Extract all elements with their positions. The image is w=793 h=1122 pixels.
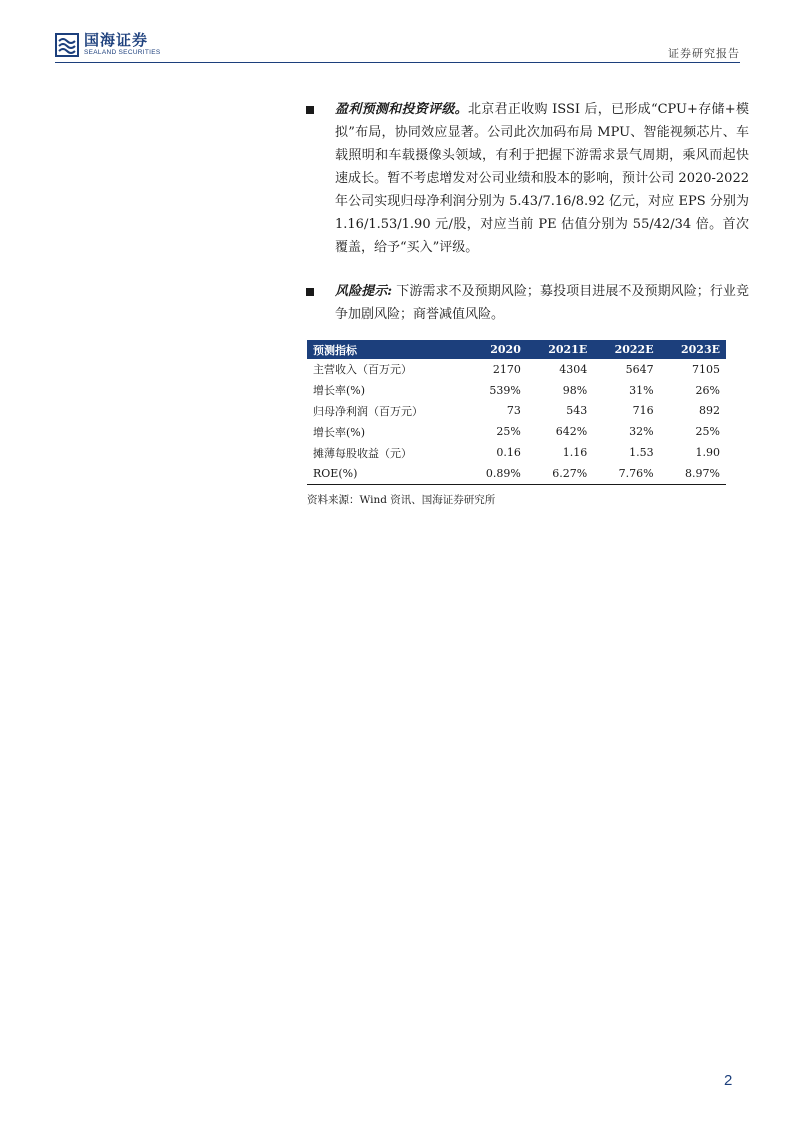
logo-english-name: SEALAND SECURITIES [84,49,161,57]
table-cell: 25% [695,425,720,439]
table-cell: 7105 [692,362,720,376]
table-source-note: 资料来源：Wind 资讯、国海证券研究所 [307,494,496,506]
summary-bullets [306,98,749,347]
page-header [55,33,740,63]
table-header-cell: 2022E [593,340,659,359]
table-cell: 2170 [492,362,521,376]
table-cell: 892 [699,404,720,418]
table-cell: 1.53 [629,446,654,460]
table-row [307,463,726,484]
table-cell: 0.89% [466,463,527,484]
table-cell: 增长率(%) [313,425,366,439]
bullet-risk-warning [306,280,749,326]
table-cell: 539% [489,383,521,397]
table-row [307,380,726,401]
table-header-row [307,340,726,359]
table-cell: 5647 [625,362,654,376]
bullet-square-icon [306,288,314,296]
table-cell: 0.16 [496,446,521,460]
table-cell: 4304 [559,362,588,376]
table-cell: 642% [555,425,588,439]
table-header-cell: 预测指标 [307,340,466,359]
table-row [307,442,726,463]
page-number: 2 [724,1072,733,1089]
table-cell: 归母净利润（百万元） [313,404,423,418]
bullet-lead: 风险提示: [335,284,393,299]
table-cell: ROE(%) [307,463,466,484]
table-cell: 摊薄每股收益（元） [313,446,412,460]
table-header-cell: 2020 [466,340,527,359]
report-type-label: 证券研究报告 [668,47,740,60]
table-row [307,401,726,422]
header-divider [55,62,740,63]
bullet-text: 北京君正收购 ISSI 后，已形成“CPU+存储+模拟”布局，协同效应显著。公司此次加码布局 MPU、智能视频芯片、车载照明和车载摄像头领域，有利于把握下游需求景气周期，乘风而起快速成长。暂不考虑增发对公司业绩和股本的影响，预计公司 2020-2022 年公司实现归母净利润分别为 5.43/7.16/8.92 亿元，对应 EPS 分别为 1.16/1.53/1.90 元/股，对应当前 PE 估值分别为 55/42/34 倍。首次覆盖，给予“买入”评级。 [335,102,749,255]
table-row [307,359,726,380]
forecast-table [307,340,726,485]
bullet-forecast-rating [306,98,749,259]
bullet-lead: 盈利预测和投资评级。 [335,102,468,117]
table-cell: 73 [506,404,521,418]
table-header-cell: 2021E [527,340,593,359]
table-cell: 543 [566,404,588,418]
table-cell: 1.90 [695,446,720,460]
table-cell: 31% [629,383,654,397]
table-cell: 主营收入（百万元） [313,363,412,377]
table-cell: 6.27% [527,463,593,484]
table-header-cell: 2023E [660,340,726,359]
sealand-logo-icon [55,33,79,57]
table-cell: 32% [629,425,654,439]
table-cell: 8.97% [660,463,726,484]
sealand-logo [55,33,161,57]
table-cell: 增长率(%) [313,384,366,398]
table-cell: 98% [562,383,588,397]
table-cell: 26% [695,383,720,397]
table-cell: 1.16 [562,446,588,460]
table-cell: 7.76% [593,463,659,484]
logo-chinese-name: 国海证券 [84,31,149,50]
table-row [307,421,726,442]
table-cell: 716 [632,404,654,418]
bullet-square-icon [306,106,314,114]
bullet-text: 下游需求不及预期风险；募投项目进展不及预期风险；行业竞争加剧风险；商誉减值风险。 [335,284,749,322]
table-cell: 25% [496,425,521,439]
